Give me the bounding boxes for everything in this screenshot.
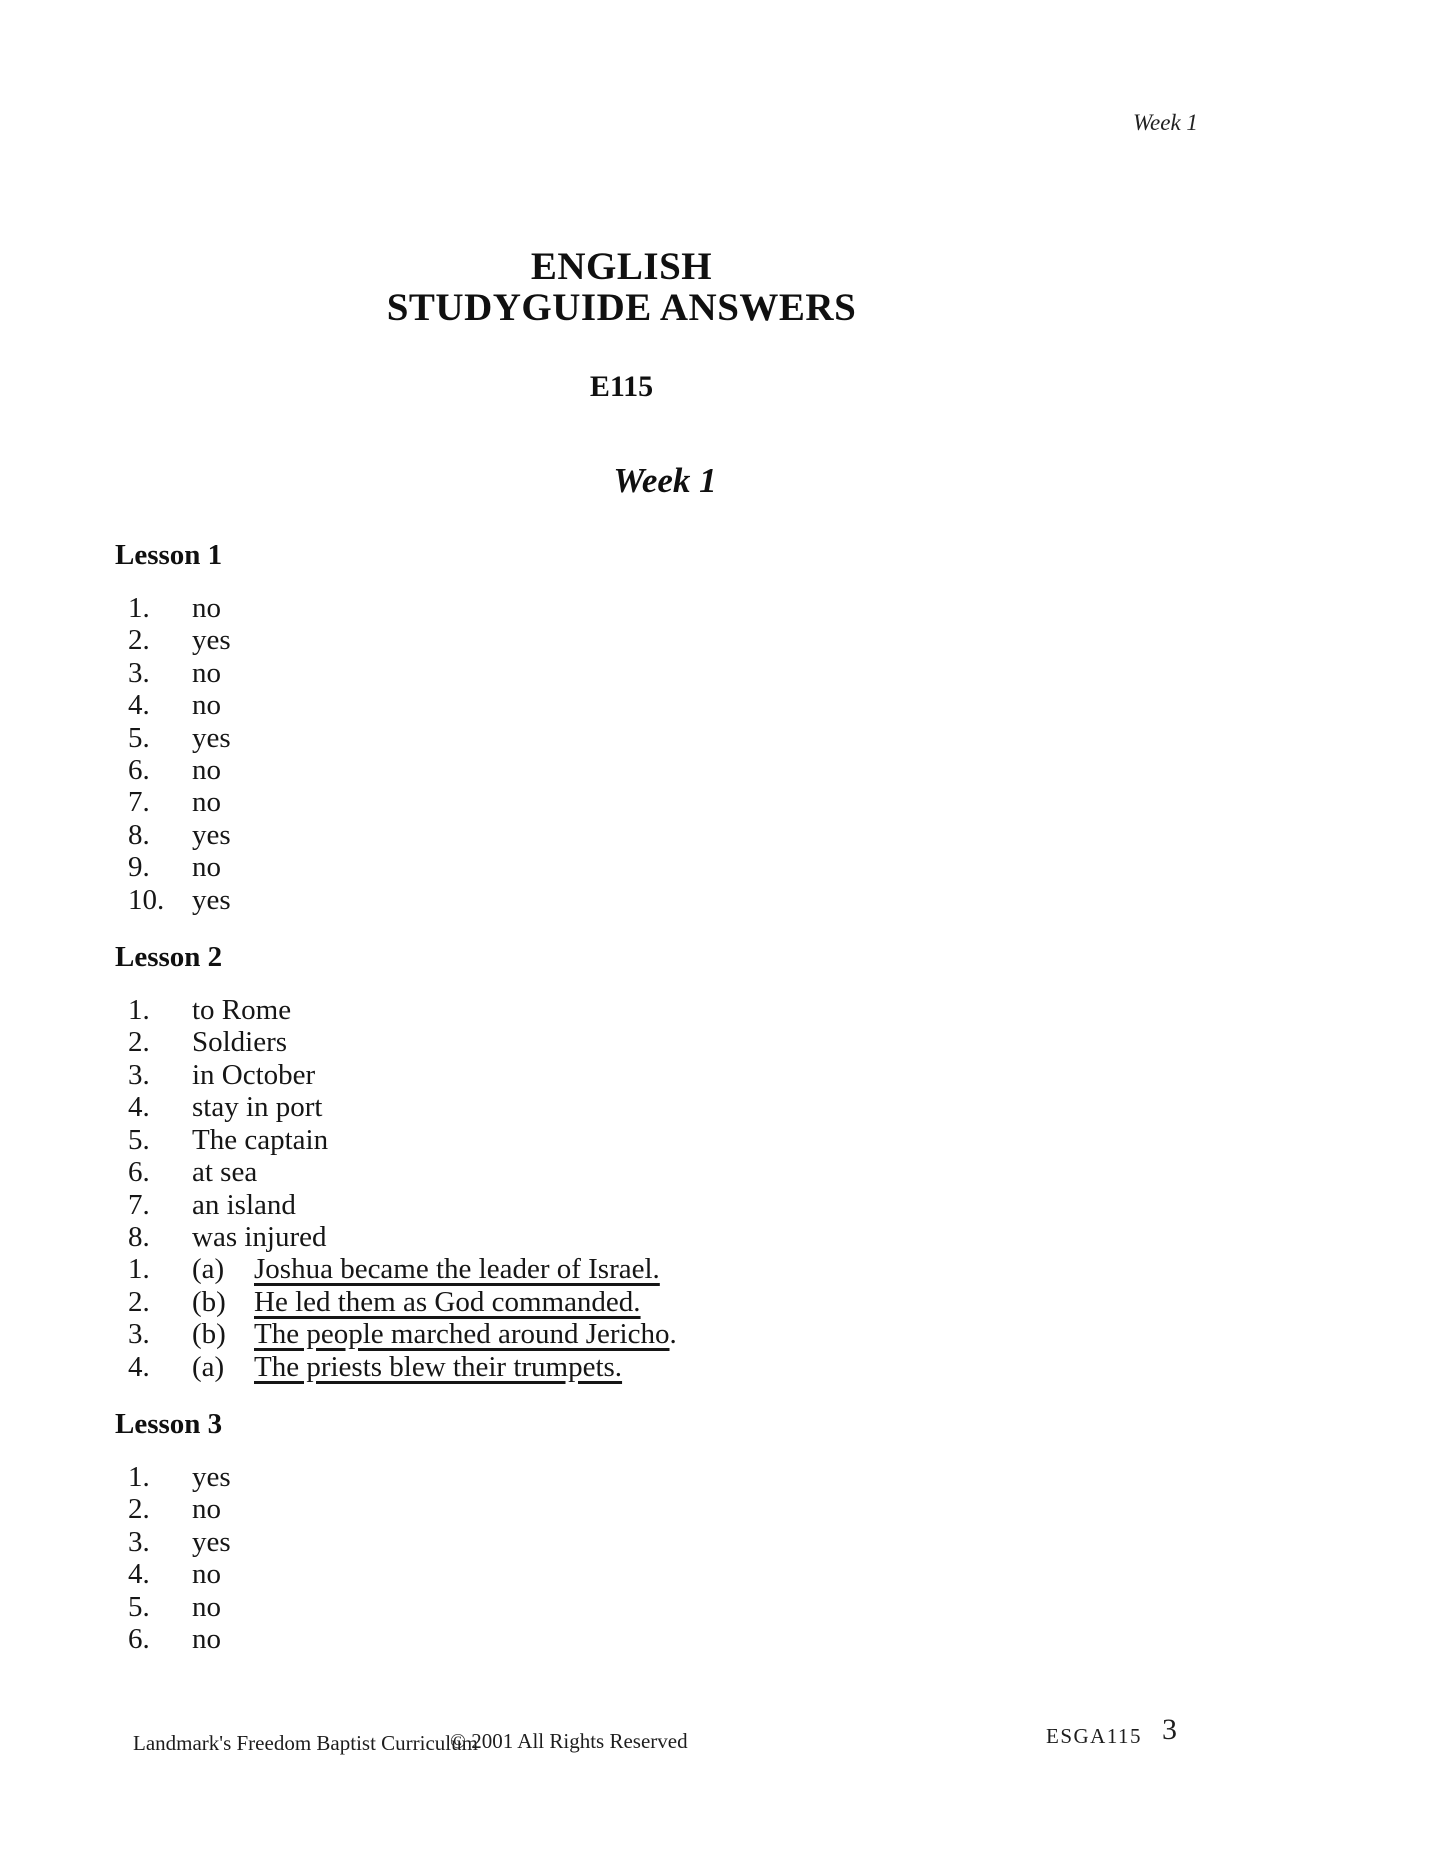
answer-number: 1. [128,1253,150,1286]
lesson-1-answer-list [115,592,1265,916]
choice-answer-row [115,1318,1265,1350]
lesson-2-choice-answer-list [115,1253,1265,1383]
answer-number: 1. [128,592,150,624]
footer-publisher: Landmark's Freedom Baptist Curriculum [133,1731,478,1755]
corner-week-label: Week 1 [1133,110,1198,135]
answer-text-underlined: The people marched around Jericho [254,1318,670,1351]
answer-row [115,1221,1265,1253]
answer-text: yes [192,1460,231,1493]
answer-text: no [192,1558,221,1591]
answer-text: no [192,786,221,819]
answer-row [115,1526,1265,1558]
answer-row [115,754,1265,786]
answer-text: yes [192,1525,231,1558]
answer-number: 3. [128,656,150,689]
course-code: E115 [589,370,654,403]
answer-text: at sea [192,1156,258,1189]
choice-label: (a) [192,1350,225,1383]
choice-label: (a) [192,1253,225,1286]
answer-number: 8. [128,818,150,851]
answer-text: no [192,592,221,624]
answer-row [115,1059,1265,1091]
answer-number: 10. [128,883,165,916]
answer-number: 2. [128,1026,150,1059]
answer-number: 1. [128,1460,150,1493]
answer-text-underlined: Joshua became the leader of Israel. [254,1253,660,1286]
lesson-2-answer-list [115,994,1265,1253]
choice-answer-row [115,1286,1265,1318]
answer-row [115,657,1265,689]
answer-text: to Rome [192,994,292,1027]
answer-text: in October [192,1058,316,1091]
answer-text: yes [192,721,231,754]
answer-text: no [192,1622,221,1655]
choice-answer-row [115,1253,1265,1285]
answer-row [115,1091,1265,1123]
answer-number: 4. [128,689,150,722]
answer-row [115,1026,1265,1058]
answer-text: no [192,1590,221,1623]
footer-copyright: © 2001 All Rights Reserved [450,1729,688,1753]
lesson-1-block [115,538,1265,916]
answer-number: 4. [128,1350,150,1383]
choice-answer-row [115,1351,1265,1383]
answer-text: was injured [192,1220,327,1253]
answer-number: 2. [128,1493,150,1526]
answer-number: 4. [128,1091,150,1124]
lesson-3-block [115,1407,1265,1655]
answer-text: no [192,1493,221,1526]
answer-text: no [192,754,221,787]
lesson-2-block [115,940,1265,1383]
footer-page-number: 3 [1162,1713,1177,1746]
answer-text: yes [192,624,231,657]
answer-text: Soldiers [192,1026,288,1059]
answer-row [115,1461,1265,1493]
answer-row [115,1591,1265,1623]
answer-number: 9. [128,851,150,884]
answer-number: 3. [128,1525,150,1558]
answer-number: 3. [128,1058,150,1091]
answer-text-after: . [669,1318,677,1351]
document-title [0,246,1243,328]
answer-number: 5. [128,1590,150,1623]
choice-label: (b) [192,1318,226,1351]
lesson-3-heading: Lesson 3 [115,1407,223,1440]
answer-number: 6. [128,1622,150,1655]
answer-text-underlined: He led them as God commanded. [254,1285,641,1318]
answer-row [115,1189,1265,1221]
lesson-3-answer-list [115,1461,1265,1655]
week-heading: Week 1 [613,461,717,500]
lessons-section [115,538,1265,1655]
answer-number: 7. [128,786,150,819]
answer-row [115,592,1265,624]
answer-text-underlined: The priests blew their trumpets. [254,1350,623,1383]
answer-row [115,1124,1265,1156]
answer-number: 6. [128,1156,150,1189]
answer-number: 3. [128,1318,150,1351]
answer-number: 4. [128,1558,150,1591]
lesson-2-heading: Lesson 2 [115,941,223,974]
answer-row [115,851,1265,883]
answer-text: an island [192,1188,296,1221]
answer-row [115,722,1265,754]
answer-row [115,1623,1265,1655]
answer-row [115,884,1265,916]
title-line-2: STUDYGUIDE ANSWERS [386,286,857,329]
answer-text: The captain [192,1123,329,1156]
answer-text: yes [192,818,231,851]
title-line-1: ENGLISH [530,245,713,288]
answer-row [115,1156,1265,1188]
answer-number: 7. [128,1188,150,1221]
answer-number: 5. [128,721,150,754]
answer-number: 2. [128,624,150,657]
answer-number: 6. [128,754,150,787]
answer-text: stay in port [192,1091,323,1124]
answer-number: 5. [128,1123,150,1156]
answer-number: 8. [128,1220,150,1253]
answer-row [115,994,1265,1026]
answer-row [115,689,1265,721]
answer-text: yes [192,883,231,916]
answer-number: 2. [128,1285,150,1318]
answer-row [115,1558,1265,1590]
choice-label: (b) [192,1285,226,1318]
answer-text: no [192,689,221,722]
answer-row [115,624,1265,656]
answer-text: no [192,656,221,689]
lesson-1-heading: Lesson 1 [115,539,223,571]
answer-number: 1. [128,994,150,1027]
footer-document-code: ESGA115 [1046,1724,1143,1748]
answer-row [115,819,1265,851]
answer-row [115,786,1265,818]
answer-row [115,1493,1265,1525]
answer-text: no [192,851,221,884]
